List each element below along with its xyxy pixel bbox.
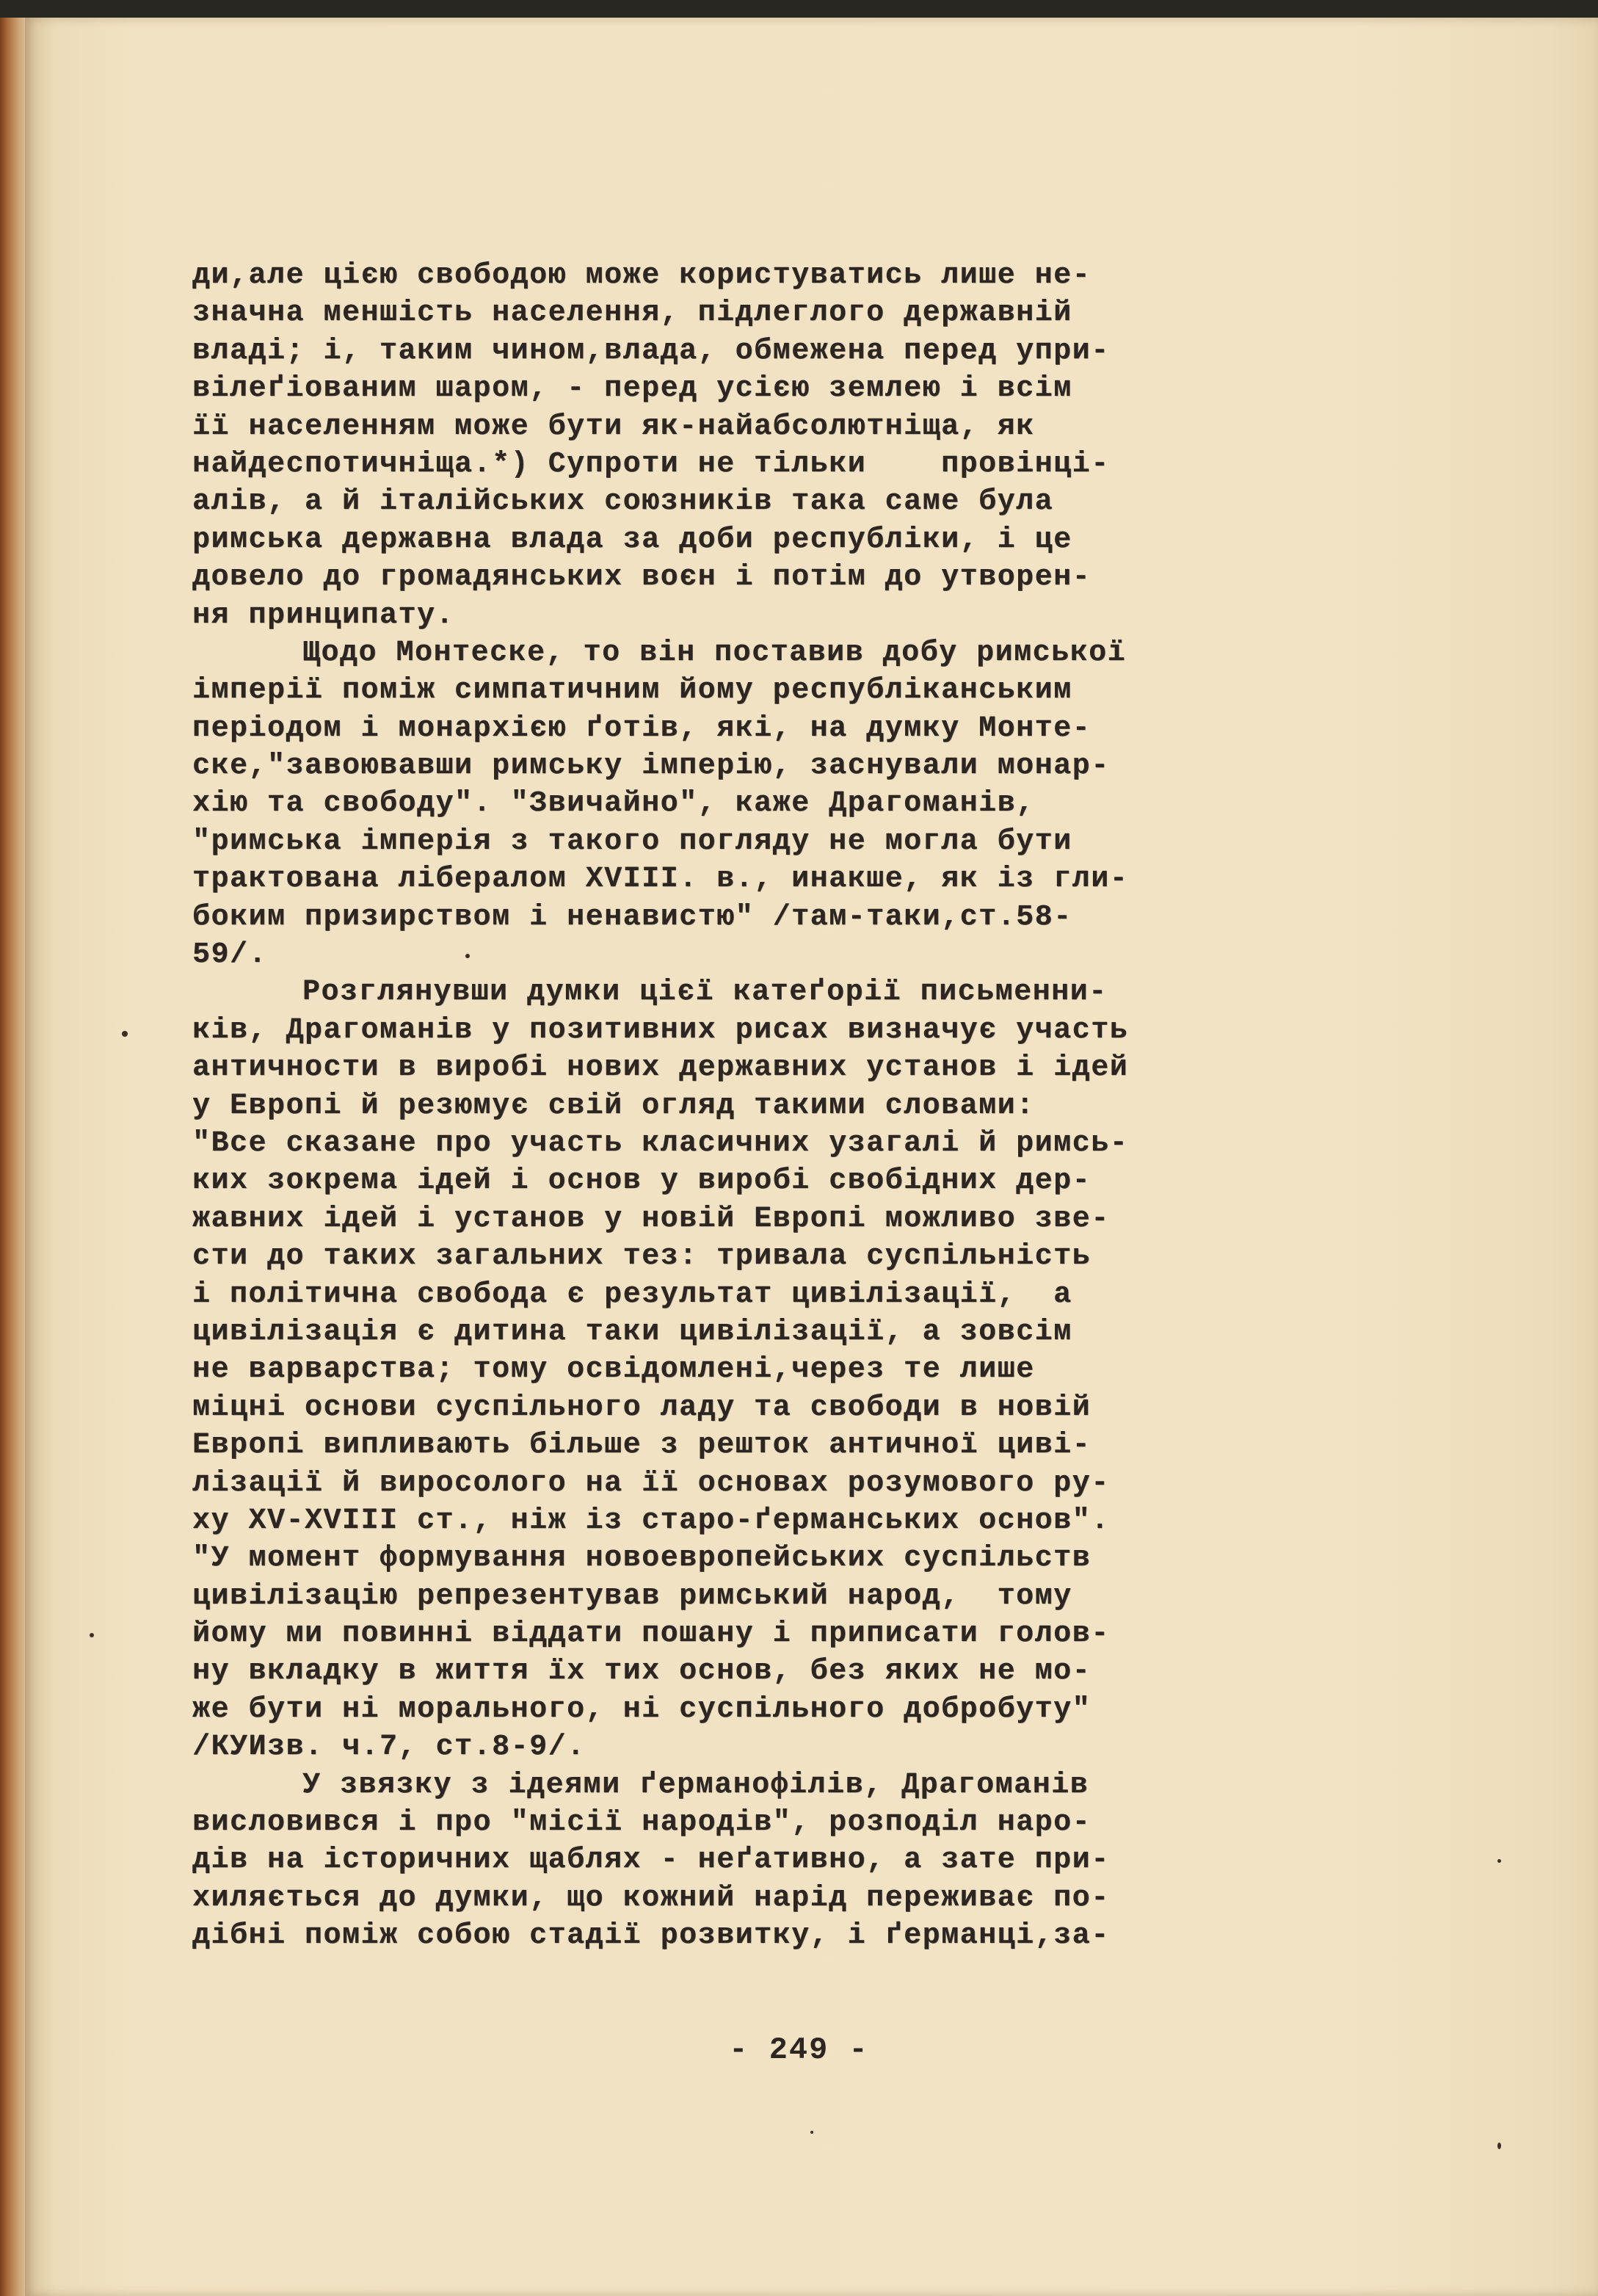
text-line: значна меншість населення, підлеглого державній bbox=[192, 297, 1072, 330]
text-line: ди,але цією свободою може користуватись лише не- bbox=[192, 259, 1092, 292]
paper-speck bbox=[810, 2131, 813, 2134]
text-line: Розглянувши думки цієї катеґорії письменни- bbox=[302, 976, 1108, 1010]
page-binding-edge bbox=[0, 18, 25, 2296]
text-line: античности в виробі нових державних установ і ідей bbox=[192, 1051, 1129, 1085]
text-line: "У момент формування новоевропейських суспільств bbox=[192, 1542, 1092, 1576]
text-line: вілеґіованим шаром, - перед усією землею і всім bbox=[192, 372, 1072, 406]
body-text bbox=[192, 257, 1396, 1955]
text-line: дів на історичних щаблях - неґативно, а зате при- bbox=[192, 1844, 1110, 1877]
text-line: хію та свободу". "Звичайно", каже Драгоманів, bbox=[192, 787, 1035, 821]
text-line: же бути ні морального, ні суспільного добробуту" bbox=[192, 1692, 1092, 1726]
text-line: У звязку з ідеями ґерманофілів, Драгоманів bbox=[302, 1768, 1089, 1802]
text-line: римська державна влада за доби республіки, і це bbox=[192, 523, 1072, 557]
text-line: "Все сказане про участь класичних узагалі й римсь- bbox=[192, 1126, 1129, 1160]
paper-speck bbox=[122, 1031, 128, 1037]
text-line: довело до громадянських воєн і потім до утворен- bbox=[192, 561, 1092, 595]
text-line: її населенням може бути як-найабсолютніща, як bbox=[192, 410, 1035, 443]
text-line: цивілізація є дитина таки цивілізації, а зовсім bbox=[192, 1315, 1072, 1349]
text-line: ня принципату. bbox=[192, 598, 455, 632]
text-line: ну вкладку в життя їх тих основ, без яких не мо- bbox=[192, 1655, 1092, 1689]
text-line: цивілізацію репрезентував римський народ, тому bbox=[192, 1579, 1072, 1613]
text-line: ків, Драгоманів у позитивних рисах визначує участь bbox=[192, 1013, 1129, 1047]
text-line: жавних ідей і установ у новій Европі можливо зве- bbox=[192, 1202, 1110, 1236]
text-line: 59/. bbox=[192, 938, 268, 972]
text-line: періодом і монархією ґотів, які, на думку Монте- bbox=[192, 711, 1092, 745]
text-line: Щодо Монтеске, то він поставив добу римської bbox=[302, 636, 1127, 670]
text-line: "римська імперія з такого погляду не могла бути bbox=[192, 825, 1072, 858]
text-line: не варварства; тому освідомлені,через те лише bbox=[192, 1353, 1035, 1387]
text-line: у Европі й резюмує свій огляд такими словами: bbox=[192, 1089, 1035, 1123]
text-line: дібні поміж собою стадії розвитку, і ґерманці,за- bbox=[192, 1919, 1110, 1953]
text-line: імперії поміж симпатичним йому республіканським bbox=[192, 674, 1072, 708]
text-line: ких зокрема ідей і основ у виробі свобідних дер- bbox=[192, 1165, 1092, 1198]
text-line: владі; і, таким чином,влада, обмежена перед упри- bbox=[192, 334, 1110, 368]
text-line: /КУИзв. ч.7, ст.8-9/. bbox=[192, 1731, 586, 1764]
text-line: ху XV-XVIII ст., ніж із старо-ґерманських основ". bbox=[192, 1504, 1110, 1538]
paper-speck bbox=[1497, 1859, 1501, 1863]
scan-top-border bbox=[0, 0, 1598, 18]
text-line: боким призирством і ненавистю" /там-таки,ст.58- bbox=[192, 900, 1072, 934]
text-line: сти до таких загальних тез: тривала суспільність bbox=[192, 1240, 1092, 1274]
text-line: хиляється до думки, що кожний нарід переживає по- bbox=[192, 1881, 1110, 1915]
text-line: йому ми повинні віддати пошану і приписати голов- bbox=[192, 1618, 1110, 1651]
text-line: лізації й виросолого на її основах розумового ру- bbox=[192, 1466, 1110, 1500]
paper-speck bbox=[1497, 2143, 1501, 2149]
paper-speck bbox=[465, 954, 470, 958]
text-line: найдеспотичніща.*) Супроти не тільки провінці- bbox=[192, 447, 1110, 481]
text-line: алів, а й італійських союзників така саме була bbox=[192, 485, 1054, 519]
text-line: трактована лібералом XVIII. в., инакше, як із гли- bbox=[192, 863, 1129, 897]
text-line: міцні основи суспільного ладу та свободи в новій bbox=[192, 1391, 1092, 1424]
text-line: і політична свобода є результат цивілізації, а bbox=[192, 1278, 1072, 1311]
text-line: Европі випливають більше з решток античної циві- bbox=[192, 1429, 1092, 1463]
paper-speck bbox=[90, 1633, 94, 1637]
page-number: - 249 - bbox=[729, 2032, 869, 2068]
text-line: ске,"завоювавши римську імперію, заснували монар- bbox=[192, 750, 1110, 783]
text-line: висловився і про "місії народів", розподіл наро- bbox=[192, 1806, 1092, 1840]
